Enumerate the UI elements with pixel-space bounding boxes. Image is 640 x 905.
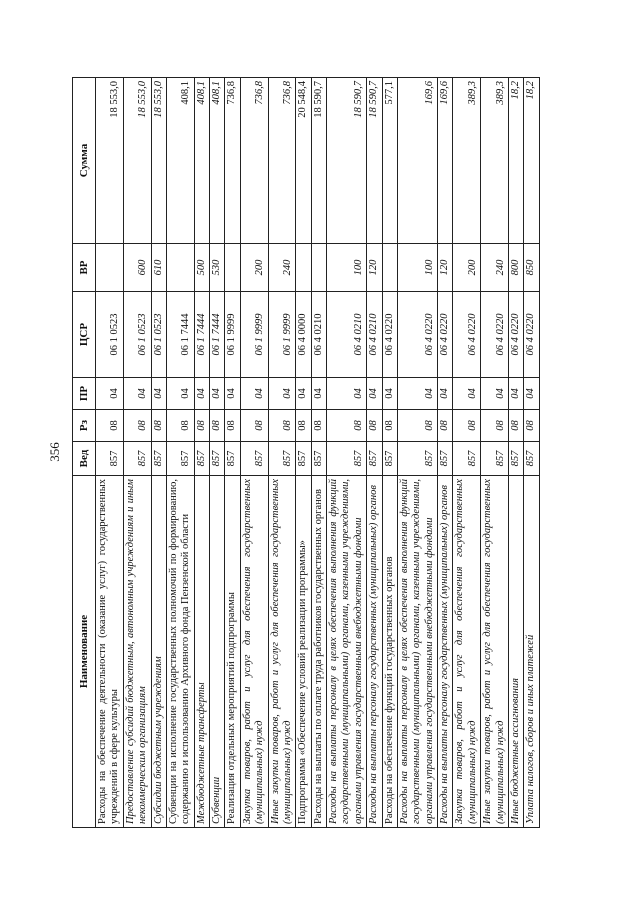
header-csr: ЦСР [73,292,96,378]
table-row [210,78,225,828]
cell-name: Расходы на выплаты по оплате труда работников государственных органов [311,476,326,828]
cell-rz: 08 [96,410,124,442]
cell-sum: 736,8 [225,78,240,244]
cell-csr: 06 4 0220 [481,292,509,378]
cell-csr: 06 4 0220 [438,292,453,378]
cell-pr: 04 [296,378,311,410]
table-row [225,78,240,828]
cell-csr: 06 1 0523 [151,292,166,378]
cell-ved: 857 [311,442,326,476]
cell-rz: 08 [268,410,296,442]
cell-sum: 18 553,0 [123,78,151,244]
cell-sum: 18,2 [524,78,539,244]
cell-vr [311,244,326,292]
cell-rz: 08 [508,410,523,442]
page-number: 356 [47,442,62,462]
cell-name: Расходы на выплаты персоналу в целях обеспечения выполнения функций государственными (муниципальными) органами, казенными учреждениями, органами управления государственными внебюджетными фондами [327,476,367,828]
cell-pr: 04 [240,378,268,410]
cell-vr: 530 [210,244,225,292]
cell-rz: 08 [296,410,311,442]
cell-name: Субсидии бюджетным учреждениям [151,476,166,828]
cell-rz: 08 [194,410,209,442]
cell-pr: 04 [166,378,194,410]
cell-vr [296,244,311,292]
cell-sum: 20 548,4 [296,78,311,244]
cell-csr: 06 4 0220 [453,292,481,378]
cell-sum: 408,1 [166,78,194,244]
cell-csr: 06 4 0220 [397,292,437,378]
cell-name: Иные бюджетные ассигнования [508,476,523,828]
cell-pr: 04 [453,378,481,410]
cell-vr: 120 [367,244,382,292]
table-row [438,78,453,828]
table-header-row [73,78,96,828]
table-row [96,78,124,828]
cell-csr: 06 4 0220 [508,292,523,378]
table-row [508,78,523,828]
cell-name: Расходы на обеспечение деятельности (оказание услуг) государственных учреждений в сфере культуры [96,476,124,828]
cell-csr: 06 4 0210 [311,292,326,378]
cell-csr: 06 4 0210 [327,292,367,378]
cell-pr: 04 [311,378,326,410]
table-row [311,78,326,828]
cell-ved: 857 [524,442,539,476]
cell-name: Закупка товаров, работ и услуг для обеспечения государственных (муниципальных) нужд [240,476,268,828]
cell-pr: 04 [327,378,367,410]
cell-vr: 850 [524,244,539,292]
table-row [296,78,311,828]
cell-sum: 18 590,7 [327,78,367,244]
cell-rz: 08 [438,410,453,442]
cell-sum: 389,3 [481,78,509,244]
cell-ved: 857 [296,442,311,476]
table-row [397,78,437,828]
cell-sum: 389,3 [453,78,481,244]
table-row [453,78,481,828]
cell-ved: 857 [438,442,453,476]
cell-ved: 857 [225,442,240,476]
cell-sum: 18,2 [508,78,523,244]
cell-sum: 408,1 [194,78,209,244]
cell-name: Субвенции [210,476,225,828]
cell-rz: 08 [382,410,397,442]
cell-rz: 08 [166,410,194,442]
cell-name: Расходы на обеспечение функций государственных органов [382,476,397,828]
cell-pr: 04 [96,378,124,410]
cell-ved: 857 [96,442,124,476]
table-row [240,78,268,828]
cell-vr: 240 [481,244,509,292]
cell-csr: 06 1 9999 [268,292,296,378]
cell-csr: 06 1 0523 [96,292,124,378]
cell-vr: 610 [151,244,166,292]
cell-name: Иные закупки товаров, работ и услуг для обеспечения государственных (муниципальных) нужд [268,476,296,828]
table-row [268,78,296,828]
cell-name: Субвенции на исполнение государственных полномочий по формированию, содержанию и использованию Архивного фонда Пензенской области [166,476,194,828]
cell-ved: 857 [508,442,523,476]
table-body [96,78,540,828]
table-row [327,78,367,828]
cell-vr: 800 [508,244,523,292]
cell-csr: 06 4 0210 [367,292,382,378]
cell-name: Расходы на выплаты персоналу в целях обеспечения выполнения функций государственными (муниципальными) органами, казенными учреждениями, органами управления государственными внебюджетными фондами [397,476,437,828]
cell-pr: 04 [367,378,382,410]
header-ved: Вед [73,442,96,476]
cell-csr: 06 1 7444 [210,292,225,378]
cell-vr [166,244,194,292]
cell-rz: 08 [327,410,367,442]
cell-pr: 04 [225,378,240,410]
cell-rz: 08 [397,410,437,442]
cell-vr: 100 [397,244,437,292]
cell-rz: 08 [225,410,240,442]
header-vr: ВР [73,244,96,292]
cell-rz: 08 [151,410,166,442]
table-row [123,78,151,828]
cell-sum: 18 553,0 [151,78,166,244]
cell-sum: 18 553,0 [96,78,124,244]
cell-name: Расходы на выплаты персоналу государственных (муниципальных) органов [367,476,382,828]
cell-vr [225,244,240,292]
cell-pr: 04 [397,378,437,410]
cell-vr: 200 [240,244,268,292]
cell-ved: 857 [382,442,397,476]
cell-name: Предоставление субсидий бюджетным, автономным учреждениям и иным некоммерческим организациям [123,476,151,828]
cell-pr: 04 [508,378,523,410]
cell-csr: 06 1 0523 [123,292,151,378]
cell-vr: 500 [194,244,209,292]
cell-csr: 06 4 0220 [382,292,397,378]
cell-rz: 08 [210,410,225,442]
cell-vr [382,244,397,292]
cell-vr: 600 [123,244,151,292]
table-row [524,78,539,828]
cell-sum: 408,1 [210,78,225,244]
cell-ved: 857 [194,442,209,476]
table-row [166,78,194,828]
cell-sum: 169,6 [397,78,437,244]
rotated-table-container [72,78,552,828]
cell-csr: 06 1 9999 [225,292,240,378]
cell-vr: 120 [438,244,453,292]
cell-pr: 04 [382,378,397,410]
header-sum: Сумма [73,78,96,244]
cell-sum: 18 590,7 [367,78,382,244]
cell-sum: 577,1 [382,78,397,244]
header-rz: Рз [73,410,96,442]
cell-name: Иные закупки товаров, работ и услуг для обеспечения государственных (муниципальных) нужд [481,476,509,828]
table-row [382,78,397,828]
cell-pr: 04 [194,378,209,410]
budget-table [72,77,540,828]
cell-rz: 08 [311,410,326,442]
cell-vr: 240 [268,244,296,292]
cell-ved: 857 [240,442,268,476]
cell-sum: 736,8 [240,78,268,244]
cell-csr: 06 1 7444 [194,292,209,378]
cell-sum: 18 590,7 [311,78,326,244]
table-row [194,78,209,828]
cell-ved: 857 [397,442,437,476]
cell-ved: 857 [123,442,151,476]
cell-rz: 08 [453,410,481,442]
cell-pr: 04 [210,378,225,410]
cell-rz: 08 [240,410,268,442]
cell-rz: 08 [123,410,151,442]
cell-ved: 857 [210,442,225,476]
table-row [367,78,382,828]
cell-vr: 200 [453,244,481,292]
cell-ved: 857 [367,442,382,476]
cell-pr: 04 [524,378,539,410]
cell-name: Уплата налогов, сборов и иных платежей [524,476,539,828]
cell-pr: 04 [268,378,296,410]
cell-name: Межбюджетные трансферты [194,476,209,828]
cell-name: Закупка товаров, работ и услуг для обеспечения государственных (муниципальных) нужд [453,476,481,828]
cell-name: Расходы на выплаты персоналу государственных (муниципальных) органов [438,476,453,828]
cell-vr: 100 [327,244,367,292]
table-row [481,78,509,828]
cell-csr: 06 1 9999 [240,292,268,378]
cell-ved: 857 [166,442,194,476]
cell-pr: 04 [438,378,453,410]
cell-pr: 04 [151,378,166,410]
cell-pr: 04 [481,378,509,410]
cell-ved: 857 [481,442,509,476]
cell-csr: 06 4 0220 [524,292,539,378]
cell-ved: 857 [151,442,166,476]
cell-sum: 736,8 [268,78,296,244]
cell-rz: 08 [367,410,382,442]
cell-name: Реализация отдельных мероприятий подпрограммы [225,476,240,828]
cell-rz: 08 [524,410,539,442]
cell-pr: 04 [123,378,151,410]
header-name: Наименование [73,476,96,828]
cell-vr [96,244,124,292]
table-row [151,78,166,828]
cell-ved: 857 [453,442,481,476]
cell-ved: 857 [268,442,296,476]
cell-name: Подпрограмма «Обеспечение условий реализации программы» [296,476,311,828]
cell-csr: 06 4 0000 [296,292,311,378]
cell-csr: 06 1 7444 [166,292,194,378]
cell-sum: 169,6 [438,78,453,244]
cell-ved: 857 [327,442,367,476]
cell-rz: 08 [481,410,509,442]
header-pr: ПР [73,378,96,410]
